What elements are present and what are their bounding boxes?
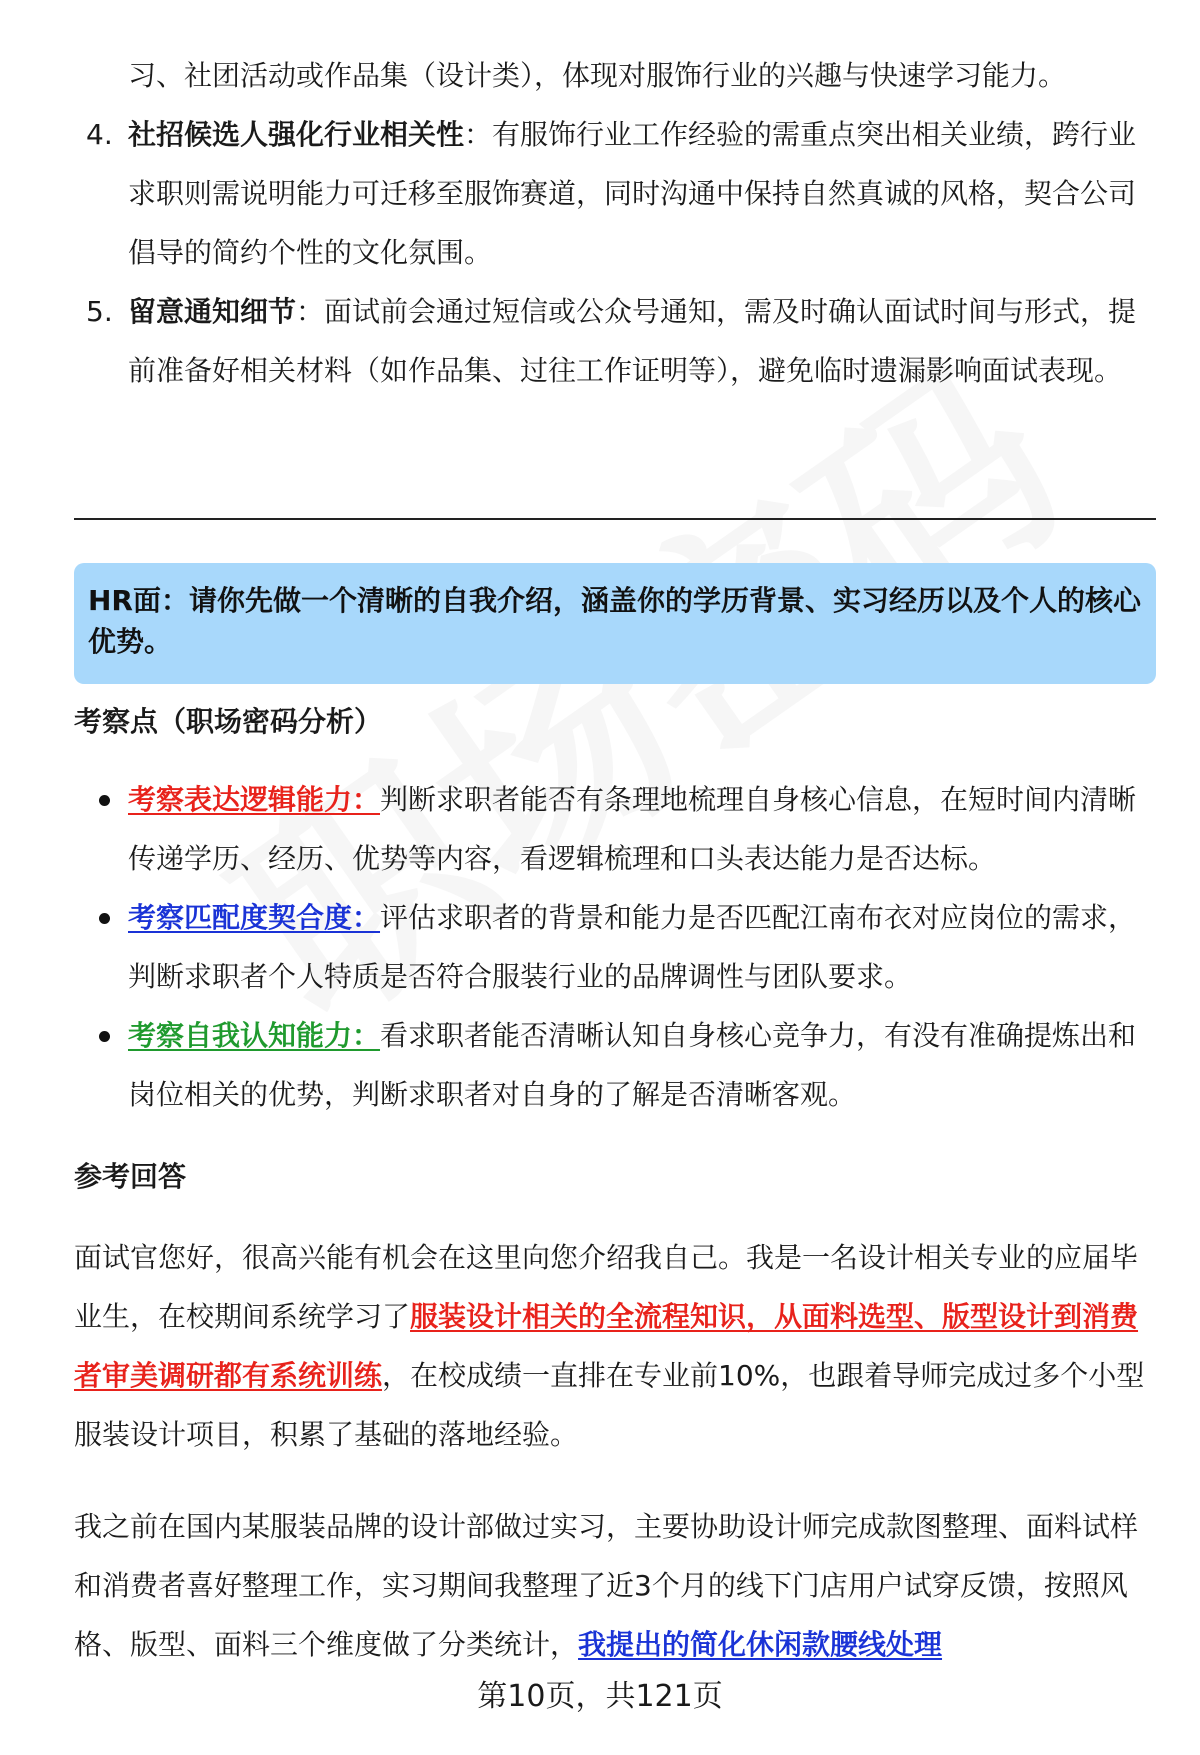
analysis-item — [74, 1006, 1156, 1124]
list-item-title: 社招候选人强化行业相关性 — [128, 118, 465, 151]
analysis-text: 判断求职者能否有条理地梳理自身核心信息，在短时间内清晰传递学历、经历、优势等内容，看逻辑梳理和口头表达能力是否达标。 — [128, 783, 1137, 875]
bullet-icon — [99, 1031, 110, 1042]
answer-heading: 参考回答 — [74, 1160, 187, 1193]
question-label: HR面： — [88, 584, 189, 617]
analysis-key: 考察匹配度契合度： — [128, 901, 381, 934]
answer-text: 我之前在国内某服装品牌的设计部做过实习，主要协助设计师完成款图整理、面料试样和消费者喜好整理工作，实习期间我整理了近3个月的线下门店用户试穿反馈，按照风格、版型、面料三个维度做了分类统计， — [74, 1510, 1139, 1661]
list-item — [74, 282, 1144, 400]
analysis-item — [74, 888, 1156, 1006]
analysis-key: 考察自我认知能力： — [128, 1019, 381, 1052]
analysis-key: 考察表达逻辑能力： — [128, 783, 381, 816]
list-item-text: 习、社团活动或作品集（设计类），体现对服饰行业的兴趣与快速学习能力。 — [128, 59, 1067, 92]
bullet-icon — [99, 795, 110, 806]
analysis-list — [74, 770, 1156, 1124]
bullet-icon — [99, 913, 110, 924]
answer-paragraph-2 — [74, 1497, 1156, 1674]
answer-text: ，在校成绩一直排在专业前10%，也跟着导师完成过多个小型服装设计项目，积累了基础的落地经验。 — [74, 1359, 1145, 1451]
list-item-separator: ： — [464, 118, 493, 151]
answer-paragraph-1 — [74, 1228, 1156, 1464]
question-text: 请你先做一个清晰的自我介绍，涵盖你的学历背景、实习经历以及个人的核心优势。 — [88, 584, 1142, 658]
list-item — [74, 105, 1144, 282]
list-item-number: 4. — [86, 118, 113, 151]
list-item-number: 5. — [86, 295, 113, 328]
tips-list — [74, 46, 1144, 400]
list-item-text: 有服饰行业工作经验的需重点突出相关业绩，跨行业求职则需说明能力可迁移至服饰赛道，同时沟通中保持自然真诚的风格，契合公司倡导的简约个性的文化氛围。 — [128, 118, 1137, 269]
section-divider — [74, 518, 1156, 520]
answer-highlight: 服装设计相关的全流程知识，从面料选型、版型设计到消费者审美调研都有系统训练 — [74, 1300, 1139, 1392]
analysis-item — [74, 770, 1156, 888]
analysis-text: 看求职者能否清晰认知自身核心竞争力，有没有准确提炼出和岗位相关的优势，判断求职者对自身的了解是否清晰客观。 — [128, 1019, 1137, 1111]
answer-text: 面试官您好，很高兴能有机会在这里向您介绍我自己。我是一名设计相关专业的应届毕业生，在校期间系统学习了 — [74, 1241, 1139, 1333]
list-item-text: 面试前会通过短信或公众号通知，需及时确认面试时间与形式，提前准备好相关材料（如作品集、过往工作证明等），避免临时遗漏影响面试表现。 — [128, 295, 1137, 387]
question-callout — [74, 563, 1156, 684]
answer-highlight: 我提出的简化休闲款腰线处理 — [578, 1628, 943, 1661]
list-item-title: 留意通知细节 — [128, 295, 297, 328]
list-item-separator: ： — [296, 295, 325, 328]
analysis-heading: 考察点（职场密码分析） — [74, 705, 383, 738]
page-number: 第10页，共121页 — [477, 1679, 723, 1714]
analysis-text: 评估求职者的背景和能力是否匹配江南布衣对应岗位的需求，判断求职者个人特质是否符合服装行业的品牌调性与团队要求。 — [128, 901, 1137, 993]
list-item-continuation — [74, 46, 1144, 105]
